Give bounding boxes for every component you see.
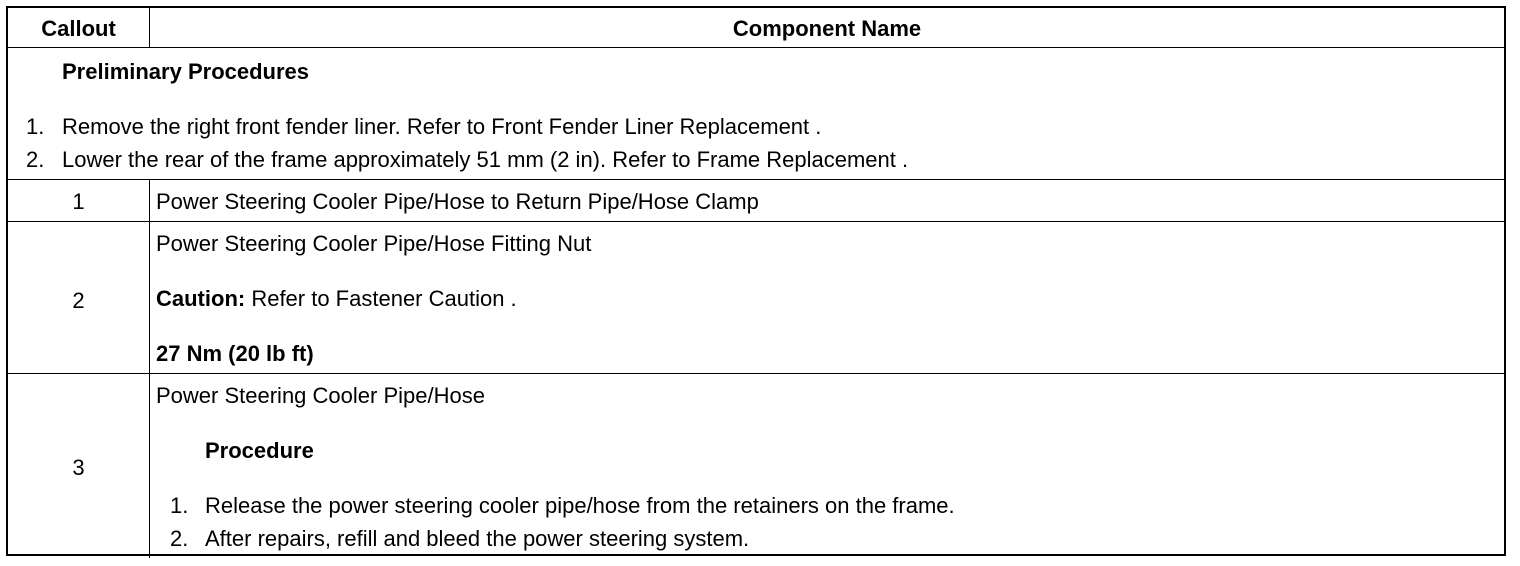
component-table — [6, 6, 1506, 556]
preliminary-procedures-heading: Preliminary Procedures — [62, 59, 310, 84]
preliminary-step-number: 1. — [26, 114, 45, 139]
row-divider — [8, 373, 1504, 374]
procedure-step-text: After repairs, refill and bleed the power steering system. — [205, 526, 750, 551]
preliminary-step-text: Lower the rear of the frame approximately 51 mm (2 in). Refer to Frame Replacement . — [62, 147, 909, 172]
preliminary-step-number: 2. — [26, 147, 45, 172]
component-name: Power Steering Cooler Pipe/Hose Fitting Nut — [156, 231, 592, 256]
row-divider — [8, 179, 1504, 180]
header-divider — [8, 47, 1504, 48]
caution-text: Refer to Fastener Caution . — [245, 286, 517, 311]
caution-note — [156, 286, 517, 312]
component-name-header: Component Name — [732, 16, 922, 41]
procedure-step-number: 2. — [170, 526, 189, 551]
procedure-step-number: 1. — [170, 493, 189, 518]
callout-number: 1 — [72, 189, 85, 214]
torque-spec: 27 Nm (20 lb ft) — [156, 341, 314, 366]
procedure-heading: Procedure — [205, 438, 314, 463]
callout-header: Callout — [41, 16, 116, 41]
callout-number: 2 — [72, 288, 85, 313]
procedure-step-text: Release the power steering cooler pipe/hose from the retainers on the frame. — [205, 493, 955, 518]
caution-label: Caution: — [156, 286, 246, 311]
component-name: Power Steering Cooler Pipe/Hose — [156, 383, 485, 408]
row-divider — [8, 221, 1504, 222]
column-divider — [149, 179, 150, 558]
callout-number: 3 — [72, 455, 85, 480]
component-name: Power Steering Cooler Pipe/Hose to Return Pipe/Hose Clamp — [156, 189, 759, 214]
preliminary-step-text: Remove the right front fender liner. Refer to Front Fender Liner Replacement . — [62, 114, 822, 139]
